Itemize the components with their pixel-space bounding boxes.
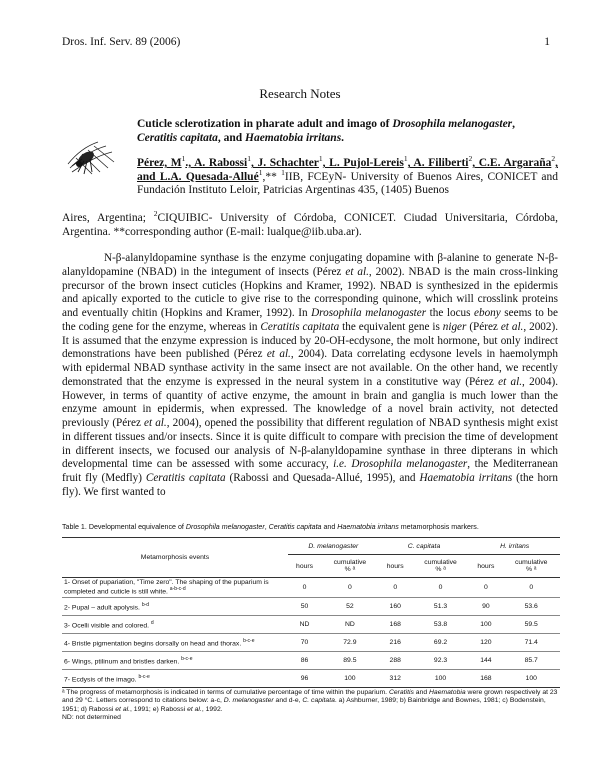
cumulative-unit: % ᵃ (344, 566, 356, 573)
table-row (62, 652, 560, 670)
event-cell (62, 598, 288, 616)
caption-species: Haematobia irritans (337, 523, 399, 531)
journal-header: Dros. Inf. Serv. 89 (2006) (62, 36, 181, 48)
footnote-italic: C. capitata (302, 697, 335, 705)
footnote-text: , 1991; e) Rabossi (130, 705, 188, 713)
body-span: (Rabossi and Quesada-Allué, 1995), and (225, 472, 420, 484)
value-cell: 0 (502, 578, 560, 598)
title-species-3: Haematobia irritans (245, 132, 342, 144)
body-italic: et al. (345, 265, 369, 278)
event-text: 1- Onset of pupariation, "Time zero". The shaping of the puparium is completed and cuticle is still white. (64, 579, 269, 596)
section-title: Research Notes (259, 86, 341, 101)
caption-text: and (321, 523, 338, 531)
event-refs: b-c-e (243, 637, 255, 644)
col-header-species (469, 538, 560, 555)
col-header-events: Metamorphosis events (62, 538, 288, 578)
affil-2-sup: 2 (153, 209, 158, 219)
table-row (62, 598, 560, 616)
body-italic: i.e. (333, 458, 347, 471)
body-span: N-β-alanyldopamine synthase is the enzyme conjugating dopamine with β-alanine to generate N-β-alanyldopamine (NBAD) in the integument of insects (Pérez (62, 252, 558, 278)
author-name: Pérez, M (137, 157, 182, 169)
value-cell: 0 (288, 578, 321, 598)
table-row (62, 670, 560, 688)
event-refs: d (150, 619, 154, 626)
value-cell: 50 (288, 598, 321, 616)
author-name: , and L.A. Quesada-Allué (137, 157, 558, 183)
caption-species: Ceratitis capitata (268, 523, 322, 531)
author-name: , J. Schachter (250, 157, 319, 169)
event-cell (62, 670, 288, 688)
author-affil-sup: 1 (403, 154, 408, 164)
body-italic: et al. (266, 348, 291, 361)
event-text: 4- Bristle pigmentation begins dorsally on head and thorax. (64, 640, 242, 648)
value-cell: 53.8 (412, 616, 470, 634)
value-cell: 89.5 (321, 652, 379, 670)
table-row (62, 616, 560, 634)
footnote-nd: ND: not determined (62, 714, 121, 722)
value-cell: 100 (469, 616, 502, 634)
cumulative-unit: % ᵃ (435, 566, 446, 573)
event-text: 7- Ecdysis of the imago. (64, 676, 137, 684)
value-cell: 312 (379, 670, 412, 688)
body-span: (Pérez (466, 320, 501, 333)
title-species-1: Drosophila melanogaster (392, 118, 513, 130)
col-header-cumulative (502, 555, 560, 578)
value-cell: 0 (321, 578, 379, 598)
value-cell: 0 (469, 578, 502, 598)
cumulative-unit: % ᵃ (525, 566, 537, 573)
footnote-italic: D. melanogaster (223, 697, 274, 705)
author-affil-sup: 1 (318, 154, 323, 164)
body-span: seems to be the coding gene for the enzyme, whereas in (62, 307, 558, 333)
body-italic: Haematobia irritans (419, 472, 513, 484)
author-name: ., A. Rabossi (185, 157, 248, 169)
title-text-1: Cuticle sclerotization in pharate adult and imago of (137, 118, 393, 130)
body-span: , the Mediterranean fruit fly (Medfly) (62, 458, 558, 484)
body-paragraph (62, 252, 558, 500)
author-affil-sup: 1 (258, 167, 263, 177)
body-italic: Drosophila melanogaster (311, 307, 427, 319)
affil-1-sup: 1 (281, 167, 285, 177)
footnote-text: The progress of metamorphosis is indicated in terms of cumulative percentage of time within the puparium. (64, 689, 389, 696)
value-cell: 70 (288, 634, 321, 652)
value-cell: 53.6 (502, 598, 560, 616)
author-name: , A. Filiberti (407, 157, 469, 169)
body-text (62, 252, 558, 500)
value-cell: 96 (288, 670, 321, 688)
value-cell: 69.2 (412, 634, 470, 652)
value-cell: 288 (379, 652, 412, 670)
event-refs: b-d (141, 601, 150, 608)
event-cell (62, 652, 288, 670)
body-span: , 2004), opened the possibility that different regulation of NBAD synthesis might exist in different tissues and/or insects. Since it is quite difficult to compare with precision the time of development in different insects, we focused our analysis of N-β-alanyldopamine synthase in three dipterans in which developmental time can be assessed with some accuracy, (62, 417, 558, 471)
col-header-species (379, 538, 470, 555)
event-text: 6- Wings, ptilinum and bristles darken. (64, 658, 180, 666)
body-italic: niger (442, 320, 467, 333)
footnote-text: , 1992. (201, 705, 223, 713)
value-cell: 100 (412, 670, 470, 688)
value-cell: 92.3 (412, 652, 470, 670)
table-footnotes (62, 689, 560, 723)
body-italic: ebony (474, 307, 501, 319)
col-header-hours: hours (288, 555, 321, 578)
event-cell (62, 578, 288, 598)
value-cell: 52 (321, 598, 379, 616)
col-header-cumulative (321, 555, 379, 578)
table-row (62, 634, 560, 652)
species-label: H. irritans (500, 542, 530, 550)
value-cell: 59.5 (502, 616, 560, 634)
col-header-hours: hours (379, 555, 412, 578)
author-affil-sup: 2 (551, 154, 556, 164)
footnote-italic: et al. (115, 705, 131, 713)
cumulative-label: cumulative (424, 559, 457, 566)
title-species-2: Ceratitis capitata (137, 132, 218, 144)
footnote-text: were grown respectively at 23 and 29 °C. Letters correspond to citations below: a-c, (62, 689, 558, 705)
event-cell (62, 616, 288, 634)
body-span: the locus (426, 307, 475, 319)
value-cell: 144 (469, 652, 502, 670)
table-row (62, 578, 560, 598)
body-italic: Ceratitis capitata (145, 472, 226, 484)
author-affil-sup: 1 (247, 154, 251, 164)
event-text: 2- Pupal – adult apolysis. (64, 604, 140, 612)
author-affil-sup: 1 (181, 154, 186, 164)
footnote-a (62, 689, 560, 714)
corresponding-mark: ,** (262, 170, 282, 183)
value-cell: 100 (502, 670, 560, 688)
body-italic: Ceratitis capitata (260, 320, 340, 333)
author-name: , C.E. Argaraña (472, 157, 552, 169)
col-header-species (288, 538, 379, 555)
event-refs: b-c-e (181, 655, 193, 662)
affiliation-continued (62, 209, 558, 239)
table-caption (62, 523, 562, 531)
value-cell: 86 (288, 652, 321, 670)
value-cell: ND (321, 616, 379, 634)
body-italic: et al. (500, 320, 524, 333)
value-cell: 168 (469, 670, 502, 688)
value-cell: 90 (469, 598, 502, 616)
value-cell: 120 (469, 634, 502, 652)
body-span: , 2004). Data correlating ecdysone levels in haemolymph with epidermal NBAD synthase activity in the same insect are not available. On the other hand, we recently demonstrated that the enzyme is expressed in the neural system in a constitutive way (Pérez (62, 348, 558, 388)
caption-text: Table 1. Developmental equivalence of (62, 523, 186, 531)
cumulative-label: cumulative (333, 559, 367, 566)
event-refs: b-c-e (138, 673, 150, 680)
footnote-mark: ᵃ (62, 689, 65, 696)
footnote-italic: Haematobia (429, 689, 466, 696)
event-text: 3- Ocelli visible and colored. (64, 622, 150, 630)
fly-logo-icon (62, 128, 122, 180)
col-header-hours: hours (469, 555, 502, 578)
value-cell: 100 (321, 670, 379, 688)
value-cell: 168 (379, 616, 412, 634)
author-affil-sup: 2 (468, 154, 473, 164)
body-span: , 2004). However, in terms of quantity of active enzyme, the amount in brain and ganglia is much lower than the enzyme amount in epidermis, when expressed. The knowledge of a novel brain activity, not detected previously (Pérez (62, 375, 558, 429)
value-cell: 71.4 (502, 634, 560, 652)
value-cell: 51.3 (412, 598, 470, 616)
author-list (137, 154, 559, 198)
body-span: , 2002). NBAD is the main cross-linking precursor of the brown insect cuticles (Hopkins and Kramer, 1992). NBAD is synthesized in the epidermis and apically exported to the cuticle to give rise to the corresponding quinone, which will crosslink proteins and eventually chitin (Hopkins and Kramer, 1992). In (62, 265, 558, 319)
value-cell: 72.9 (321, 634, 379, 652)
col-header-cumulative (412, 555, 470, 578)
footnote-text: and d-e, (273, 697, 303, 705)
value-cell: 160 (379, 598, 412, 616)
footnote-italic: Ceratitis (388, 689, 414, 696)
page-number: 1 (544, 36, 550, 48)
cumulative-label: cumulative (514, 559, 548, 566)
caption-species: Drosophila melanogaster (185, 523, 265, 531)
body-span: , 2002). It is assumed that the enzyme expression is induced by 20-OH-ecdysone, the molt hormone, but only indirect demonstrations have been published (Pérez (62, 320, 558, 361)
species-label: D. melanogaster (308, 542, 359, 550)
value-cell: 216 (379, 634, 412, 652)
title-text-2: , (512, 118, 516, 130)
body-italic: et al. (144, 417, 167, 429)
body-span: the equivalent gene is (339, 320, 443, 333)
article-title (137, 117, 557, 145)
affiliation-2: CIQUIBIC- University of Córdoba, CONICET. Ciudad Universitaria, Córdoba, Argentina. **corresponding author (E-mail: lualque@iib.uba.ar). (62, 212, 558, 238)
title-text-3: , and (217, 132, 245, 144)
title-text-4: . (341, 132, 345, 144)
value-cell: 85.7 (502, 652, 560, 670)
body-italic: et al. (498, 375, 522, 388)
body-span: (the horn fly). We first wanted to (62, 472, 559, 498)
event-refs: a-b-c-d (169, 586, 186, 593)
value-cell: 0 (412, 578, 470, 598)
value-cell: ND (288, 616, 321, 634)
author-name: , L. Pujol-Lereis (322, 157, 404, 169)
affiliation-1: IIB, FCEyN- University of Buenos Aires, CONICET and Fundación Instituto Leloir, Patricias Argentinas 435, (1405) Buenos (137, 170, 559, 197)
caption-text: , (264, 523, 269, 531)
species-label: C. capitata (407, 542, 441, 550)
caption-text: metamorphosis markers. (398, 523, 479, 531)
footnote-text: and (413, 689, 429, 696)
footnote-italic: et al. (187, 705, 202, 713)
value-cell: 0 (379, 578, 412, 598)
footnote-text: . a) Ashburner, 1989; b) Bainbridge and Bownes, 1981; c) Bodenstein, 1951; d) Rabossi (62, 697, 546, 713)
affiliation-1-end: Aires, Argentina; (62, 212, 154, 224)
metamorphosis-table (62, 537, 560, 688)
body-italic: Drosophila melanogaster (351, 458, 468, 471)
event-cell (62, 634, 288, 652)
